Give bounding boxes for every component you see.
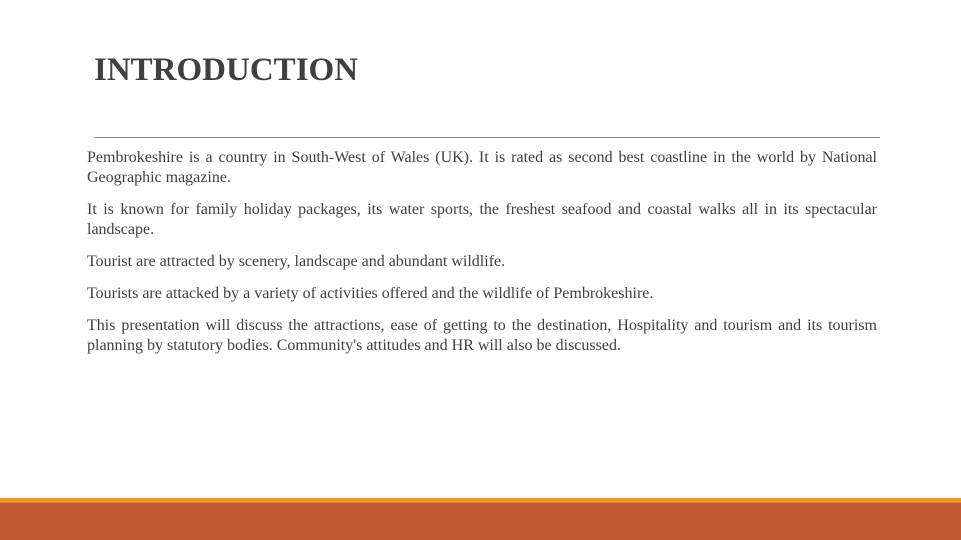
paragraph-location: Pembrokeshire is a country in South-West of Wales (UK). It is rated as second best coastline in the world by National Geographic magazine. (87, 149, 877, 186)
title-divider (94, 137, 880, 138)
slide-title: INTRODUCTION (94, 52, 359, 88)
paragraph-presentation-scope: This presentation will discuss the attractions, ease of getting to the destination, Hospitality and tourism and its tourism planning by statutory bodies. Community's attitudes and HR will also be discussed. (87, 317, 877, 354)
paragraph-known-for: It is known for family holiday packages, its water sports, the freshest seafood and coastal walks all in its spectacular landscape. (87, 201, 877, 238)
paragraph-activities: Tourists are attacked by a variety of activities offered and the wildlife of Pembrokeshire. (87, 285, 654, 302)
slide-body (87, 148, 877, 368)
paragraph-attractions: Tourist are attracted by scenery, landscape and abundant wildlife. (87, 253, 506, 270)
footer-band (0, 503, 961, 540)
